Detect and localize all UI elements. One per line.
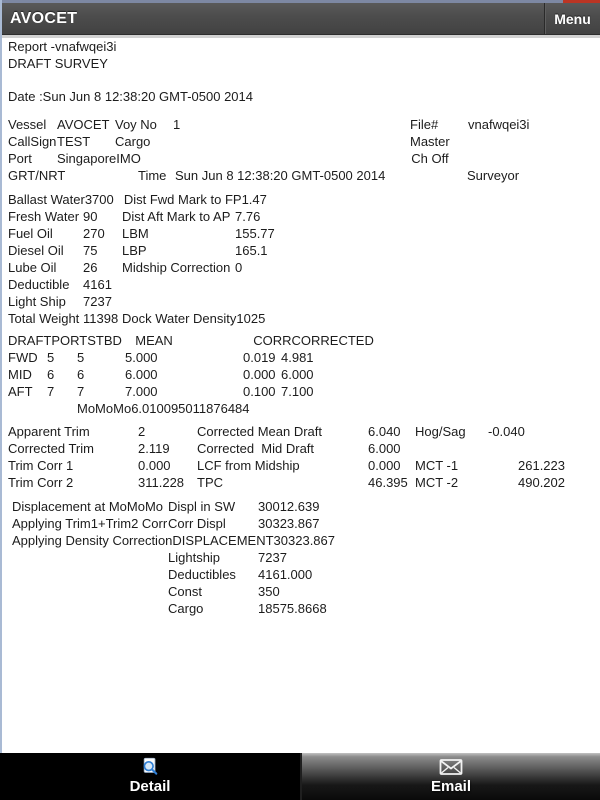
table-cell: Fresh Water — [8, 209, 80, 224]
table-row — [12, 566, 600, 583]
table-row — [8, 208, 600, 225]
table-row — [12, 583, 600, 600]
table-cell: -0.040 — [488, 424, 525, 439]
table-row — [8, 423, 600, 440]
table-row — [8, 259, 600, 276]
app-title: AVOCET — [10, 9, 78, 27]
menu-button[interactable]: Menu — [544, 3, 600, 34]
table-cell: 6 — [77, 367, 85, 382]
report-type-line: DRAFT SURVEY — [8, 56, 108, 71]
table-cell: 0.000 — [243, 367, 276, 382]
table-cell: PORT — [51, 333, 88, 348]
table-cell: 6.040 — [368, 424, 401, 439]
table-cell: Ballast Water — [8, 192, 85, 207]
tab-email-label: Email — [430, 778, 472, 795]
table-cell: Lube Oil — [8, 260, 57, 275]
table-cell: FWD — [8, 350, 38, 365]
table-cell: 4.981 — [281, 350, 314, 365]
table-row — [8, 366, 600, 383]
table-row — [12, 549, 600, 566]
table-cell: TEST — [57, 134, 91, 149]
table-cell: Apparent Trim — [8, 424, 90, 439]
table-cell: 165.1 — [235, 243, 268, 258]
table-cell: 90 — [83, 209, 98, 224]
table-cell: Sun Jun 8 12:38:20 GMT-0500 2014 — [175, 168, 386, 183]
left-edge-line — [0, 0, 2, 753]
table-row — [8, 133, 600, 150]
table-cell: Corrected Trim — [8, 441, 94, 456]
table-cell: Total Weight — [8, 311, 80, 326]
table-row — [8, 167, 600, 184]
table-cell: 490.202 — [518, 475, 565, 490]
table-cell: 0.000 — [368, 458, 401, 473]
table-cell: CORR — [253, 333, 292, 348]
table-cell: 6 — [47, 367, 55, 382]
table-cell: 1025 — [236, 311, 266, 326]
table-cell: 7.000 — [125, 384, 158, 399]
table-cell: TPC — [197, 475, 223, 490]
table-row — [12, 515, 600, 532]
table-cell: 3700 — [84, 192, 114, 207]
table-row — [8, 383, 600, 400]
table-cell: Applying Trim1+Trim2 Corr — [12, 516, 168, 531]
table-cell: File# — [410, 117, 439, 132]
table-cell: Deductible — [8, 277, 70, 292]
table-cell: Diesel Oil — [8, 243, 64, 258]
table-cell: 270 — [83, 226, 105, 241]
table-cell: 0.019 — [243, 350, 276, 365]
table-cell: Dock Water Density — [122, 311, 237, 326]
table-cell: Lightship — [168, 550, 221, 565]
table-cell: 26 — [83, 260, 98, 275]
table-cell: 4161.000 — [258, 567, 313, 582]
table-cell: 0.100 — [243, 384, 276, 399]
table-cell: 4161 — [83, 277, 112, 292]
table-cell: 30323.867 — [273, 533, 335, 548]
envelope-icon — [439, 757, 463, 777]
table-cell — [174, 150, 411, 167]
table-cell: 350 — [258, 584, 280, 599]
table-cell: 75 — [83, 243, 98, 258]
tab-detail-label: Detail — [129, 778, 171, 795]
app-header — [0, 3, 600, 35]
table-cell: STBD — [87, 333, 122, 348]
table-cell: Time — [138, 168, 167, 183]
table-cell: 0 — [235, 260, 243, 275]
table-cell: 11398 — [83, 311, 119, 326]
table-cell: MID — [8, 367, 32, 382]
table-cell: GRT/NRT — [8, 168, 66, 183]
weights-table — [8, 191, 600, 327]
table-cell: Displacement at MoMoMo — [12, 499, 163, 514]
table-row — [12, 498, 600, 515]
table-cell — [12, 600, 168, 617]
table-cell: 7 — [77, 384, 85, 399]
table-cell: 30012.639 — [258, 499, 320, 514]
table-row — [8, 440, 600, 457]
table-cell — [12, 583, 168, 600]
table-cell — [173, 133, 410, 150]
report-date-line: Date :Sun Jun 8 12:38:20 GMT-0500 2014 — [8, 89, 254, 104]
report-id-line: Report -vnafwqei3i — [8, 39, 117, 54]
table-cell: AVOCET — [57, 117, 110, 132]
table-cell: Singapore — [57, 151, 117, 166]
table-cell: Fuel Oil — [8, 226, 53, 241]
table-row — [8, 293, 600, 310]
table-cell: 261.223 — [518, 458, 565, 473]
vessel-info-table — [8, 116, 600, 184]
table-cell: Dist Aft Mark to AP — [122, 209, 231, 224]
table-cell: DISPLACEMENT — [172, 533, 274, 548]
table-cell: 5 — [47, 350, 55, 365]
table-cell: Ch Off — [411, 151, 449, 166]
table-cell: 7237 — [83, 294, 112, 309]
table-cell: Cargo — [115, 134, 151, 149]
table-cell: Voy No — [115, 117, 157, 132]
table-cell: 1.47 — [241, 192, 267, 207]
table-cell: Cargo — [168, 601, 204, 616]
table-cell: Surveyor — [467, 168, 520, 183]
table-cell: MoMoMo — [77, 401, 132, 416]
table-cell: Corrected Mean Draft — [197, 424, 322, 439]
bottom-tab-bar — [0, 753, 600, 800]
table-cell: vnafwqei3i — [468, 117, 530, 132]
table-cell: 6.010095011876484 — [131, 401, 250, 416]
table-cell: Displ in SW — [168, 499, 236, 514]
table-row — [8, 474, 600, 491]
table-row — [12, 532, 600, 549]
table-cell: IMO — [116, 151, 141, 166]
table-row — [8, 400, 600, 417]
table-row — [8, 116, 600, 133]
table-cell: Hog/Sag — [415, 424, 466, 439]
table-cell: 6.000 — [368, 441, 401, 456]
table-cell: 6.000 — [125, 367, 158, 382]
table-cell: Master — [410, 134, 450, 149]
table-cell: 5.000 — [125, 350, 158, 365]
table-cell: MCT -1 — [415, 458, 459, 473]
table-cell: DRAFT — [8, 333, 52, 348]
table-cell: Const — [168, 584, 202, 599]
table-cell: Deductibles — [168, 567, 236, 582]
table-cell: 311.228 — [138, 475, 185, 490]
table-row — [8, 191, 600, 208]
table-cell: Port — [8, 151, 32, 166]
table-cell: 7 — [47, 384, 55, 399]
table-row — [8, 150, 600, 167]
tab-detail[interactable] — [0, 753, 300, 800]
table-cell: 18575.8668 — [258, 601, 327, 616]
report-content[interactable] — [0, 38, 600, 753]
table-cell — [47, 400, 77, 417]
table-row — [8, 457, 600, 474]
table-cell — [12, 549, 168, 566]
table-row — [8, 276, 600, 293]
table-cell: 7.76 — [235, 209, 261, 224]
draft-survey-table — [8, 332, 600, 417]
table-cell: Trim Corr 2 — [8, 475, 74, 490]
table-row — [8, 310, 600, 327]
table-cell: LBP — [122, 243, 147, 258]
table-cell: Corrected Mid Draft — [197, 441, 315, 456]
table-cell: Midship Correction — [122, 260, 231, 275]
table-cell — [8, 400, 47, 417]
table-cell: CallSign — [8, 134, 57, 149]
table-row — [8, 225, 600, 242]
table-row — [12, 600, 600, 617]
table-cell: MCT -2 — [415, 475, 459, 490]
table-cell: 30323.867 — [258, 516, 320, 531]
table-cell: Trim Corr 1 — [8, 458, 74, 473]
table-cell: CORRECTED — [291, 333, 374, 348]
tab-email[interactable] — [300, 753, 600, 800]
table-cell: 5 — [77, 350, 85, 365]
table-cell: Corr Displ — [168, 516, 226, 531]
table-cell: AFT — [8, 384, 33, 399]
trim-table — [8, 423, 600, 491]
table-cell: Dist Fwd Mark to FP — [123, 192, 242, 207]
table-cell: MEAN — [135, 333, 173, 348]
table-cell: 1 — [173, 117, 181, 132]
table-cell: 7.100 — [281, 384, 314, 399]
displacement-table — [8, 498, 600, 617]
table-cell: LBM — [122, 226, 149, 241]
table-cell: 7237 — [258, 550, 287, 565]
table-cell: 2.119 — [138, 441, 170, 456]
table-cell: 0.000 — [138, 458, 171, 473]
table-cell — [12, 566, 168, 583]
table-cell: 46.395 — [368, 475, 408, 490]
table-row — [8, 349, 600, 366]
table-cell: 2 — [138, 424, 146, 439]
table-cell: 6.000 — [281, 367, 314, 382]
table-cell: LCF from Midship — [197, 458, 300, 473]
table-cell: Vessel — [8, 117, 47, 132]
table-row — [8, 242, 600, 259]
table-cell: 155.77 — [235, 226, 275, 241]
magnifier-document-icon — [140, 757, 160, 777]
table-cell: Applying Density Correction — [12, 533, 173, 548]
table-cell: Light Ship — [8, 294, 66, 309]
table-row — [8, 332, 600, 349]
